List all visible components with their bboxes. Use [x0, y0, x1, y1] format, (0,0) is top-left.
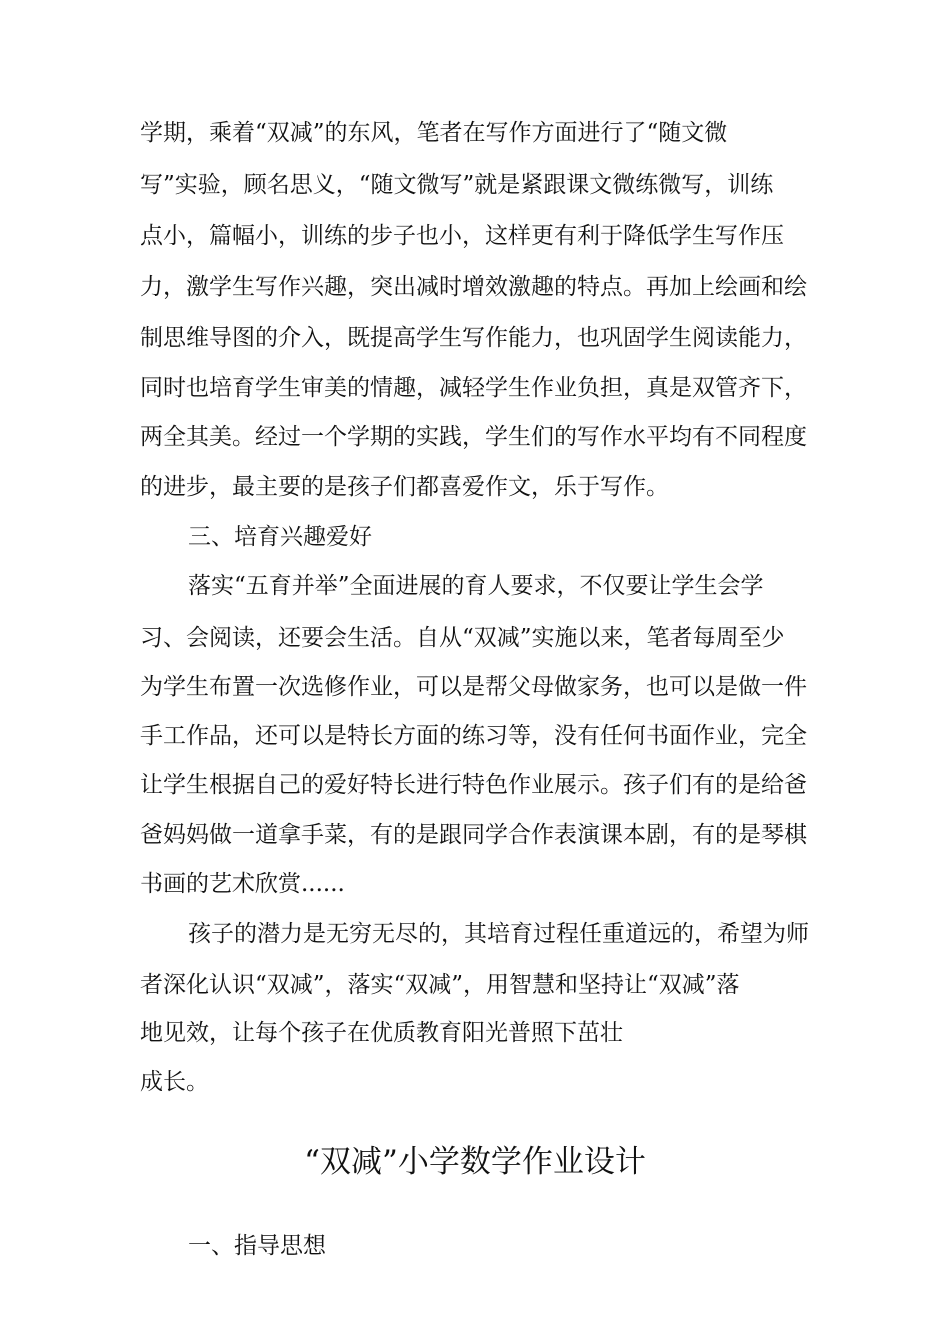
paragraph-line: 爸妈妈做一道拿手菜，有的是跟同学合作表演课本剧，有的是琴棋: [140, 822, 807, 848]
section-heading: 三、培育兴趣爱好: [188, 524, 372, 550]
paragraph-line: 手工作品，还可以是特长方面的练习等，没有任何书面作业，完全: [140, 723, 807, 749]
paragraph-line: 点小，篇幅小，训练的步子也小，这样更有利于降低学生写作压: [140, 223, 784, 249]
paragraph-line: 者深化认识“双减”，落实“双减”，用智慧和坚持让“双减”落: [140, 972, 740, 998]
paragraph-line: 写”实验，顾名思义，“随文微写”就是紧跟课文微练微写，训练: [140, 172, 774, 198]
document-title: “双减”小学数学作业设计: [304, 1144, 646, 1180]
paragraph-line: 成长。: [140, 1069, 209, 1095]
section-heading: 一、指导思想: [188, 1233, 326, 1259]
paragraph-line: 力，激学生写作兴趣，突出减时增效激趣的特点。再加上绘画和绘: [140, 274, 807, 300]
paragraph-line: 让学生根据自己的爱好特长进行特色作业展示。孩子们有的是给爸: [140, 772, 807, 798]
paragraph-line: 孩子的潜力是无穷无尽的，其培育过程任重道远的，希望为师: [188, 921, 809, 947]
paragraph-line: 学期，乘着“双减”的东风，笔者在写作方面进行了“随文微: [140, 120, 728, 146]
paragraph-line: 的进步，最主要的是孩子们都喜爱作文，乐于写作。: [140, 474, 669, 500]
paragraph-line: 两全其美。经过一个学期的实践，学生们的写作水平均有不同程度: [140, 424, 807, 450]
paragraph-line: 书画的艺术欣赏......: [140, 871, 345, 897]
paragraph-line: 为学生布置一次选修作业，可以是帮父母做家务，也可以是做一件: [140, 674, 807, 700]
paragraph-line: 同时也培育学生审美的情趣，减轻学生作业负担，真是双管齐下，: [140, 375, 807, 401]
paragraph-line: 习、会阅读，还要会生活。自从“双减”实施以来，笔者每周至少: [140, 625, 785, 651]
paragraph-line: 制思维导图的介入，既提高学生写作能力，也巩固学生阅读能力，: [140, 325, 807, 351]
paragraph-line: 落实“五育并举”全面进展的育人要求，不仅要让学生会学: [188, 573, 764, 599]
paragraph-line: 地见效，让每个孩子在优质教育阳光普照下茁壮: [140, 1020, 623, 1046]
